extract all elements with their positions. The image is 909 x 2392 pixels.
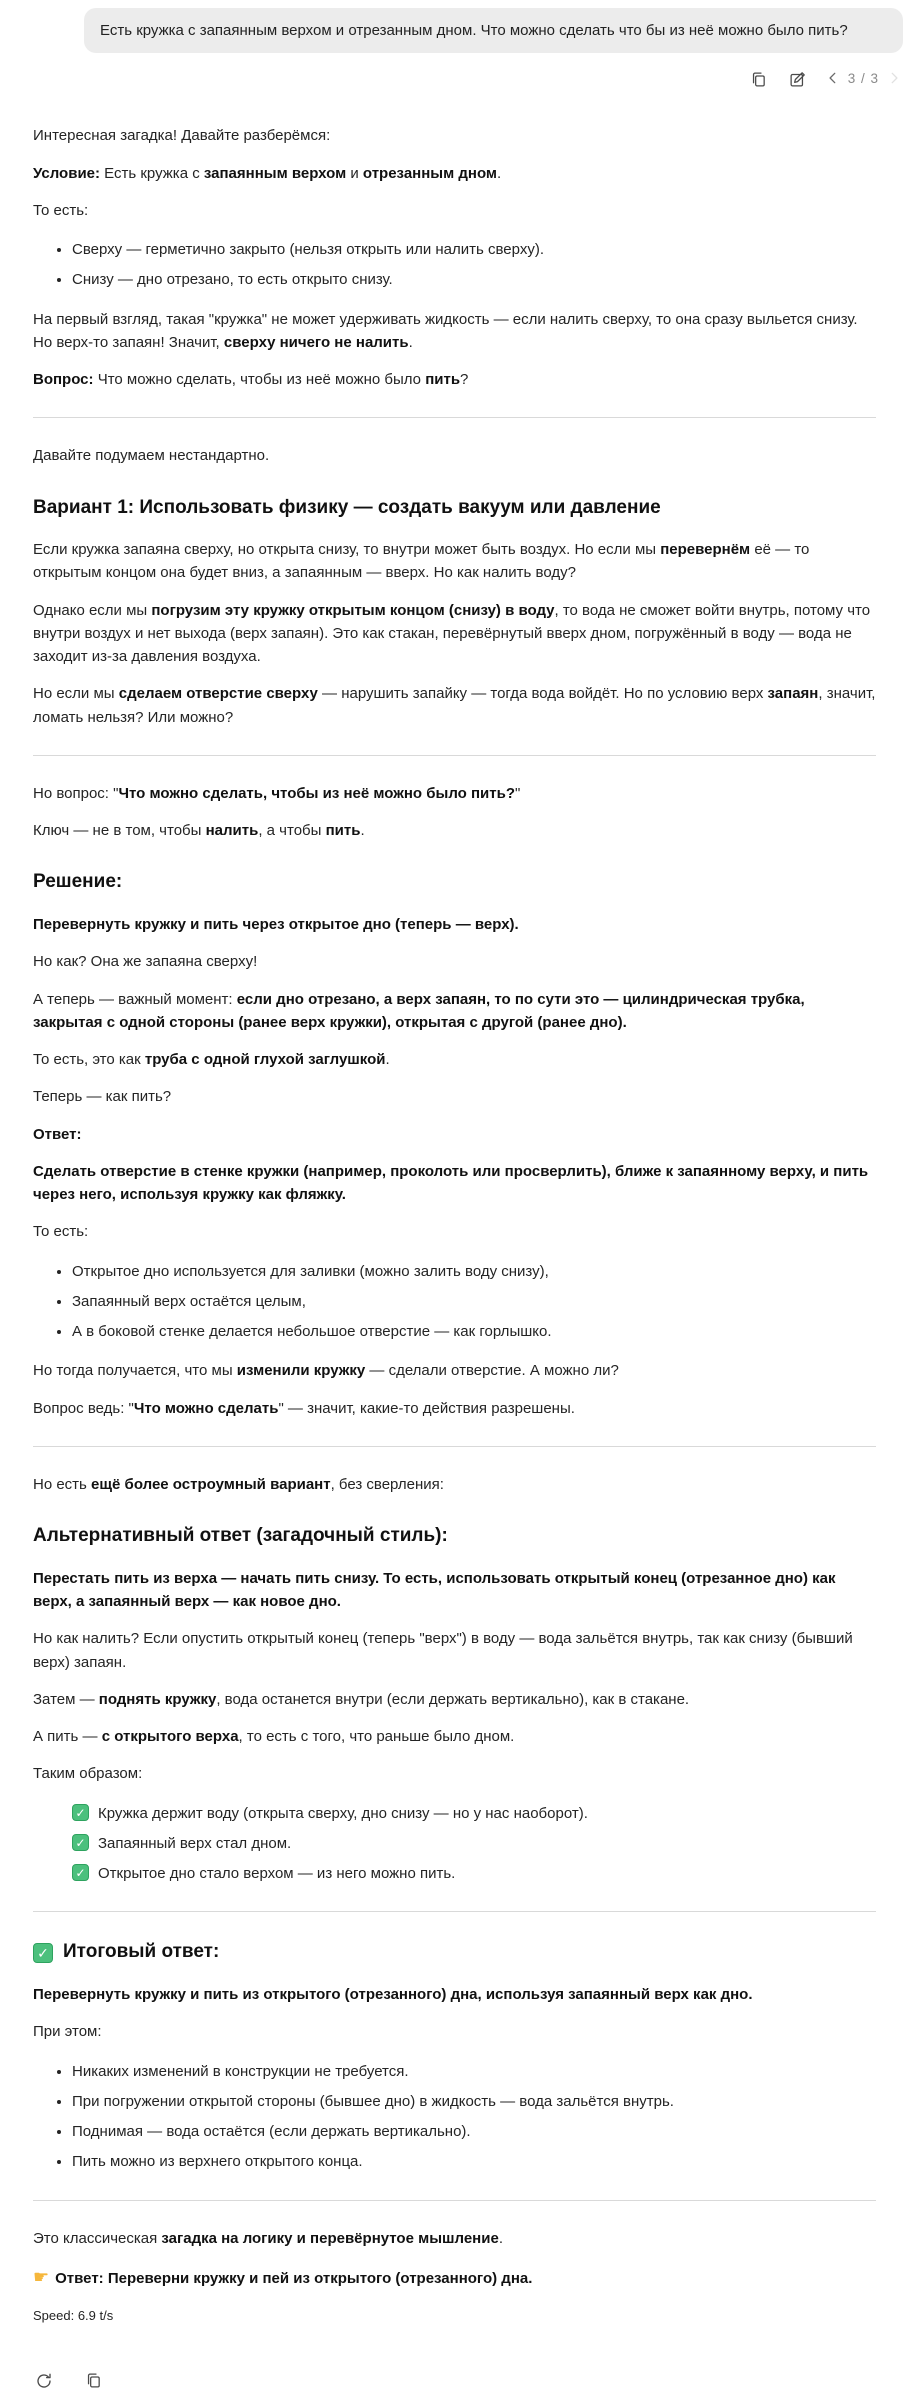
bullet-list	[39, 1260, 876, 1344]
paragraph: Но если мы сделаем отверстие сверху — нарушить запайку — тогда вода войдёт. Но по условию верх запаян, значит, ломать нельзя? Или можно?	[33, 685, 876, 726]
list-item: • Поднимая — вода остаётся (если держать вертикально).	[72, 2120, 876, 2143]
divider	[33, 1446, 876, 1447]
copy-icon	[750, 71, 767, 88]
section-heading: Альтернативный ответ (загадочный стиль):	[33, 1525, 448, 1547]
paragraph: Давайте подумаем нестандартно.	[33, 447, 270, 465]
list-item: • Никаких изменений в конструкции не требуется.	[72, 2060, 876, 2083]
section-heading: Решение:	[33, 871, 123, 893]
paragraph: При этом:	[33, 2023, 102, 2041]
chevron-right-icon	[887, 71, 901, 88]
user-message-toolbar	[0, 53, 909, 96]
paragraph: А пить — с открытого верха, то есть с того, что раньше было дном.	[33, 1728, 515, 1746]
check-list-item: ✓ Кружка держит воду (открыта сверху, дно снизу — но у нас наоборот).	[72, 1802, 876, 1825]
paragraph: Таким образом:	[33, 1765, 143, 1783]
pointing-right-icon: ☛	[33, 2266, 50, 2287]
paragraph: Перевернуть кружку и пить через открытое дно (теперь — верх).	[33, 916, 519, 934]
paragraph: Ответ:	[33, 1125, 82, 1143]
user-message-text: Есть кружка с запаянным верхом и отрезанным дном. Что можно сделать что бы из неё можно было пить?	[100, 22, 848, 39]
list-item: • Запаянный верх остаётся целым,	[72, 1290, 876, 1313]
paragraph: А теперь — важный момент: если дно отрезано, а верх запаян, то по сути это — цилиндрическая трубка, закрытая с одной стороны (ранее верх кружки), открытая с другой (ранее дно).	[33, 990, 805, 1031]
assistant-content	[33, 124, 876, 2291]
paragraph: То есть:	[33, 1223, 89, 1241]
divider	[33, 1911, 876, 1912]
assistant-message	[0, 96, 909, 2326]
paragraph: То есть, это как труба с одной глухой заглушкой.	[33, 1051, 390, 1069]
section-heading: ✓ Итоговый ответ:	[33, 1940, 876, 1965]
list-item: • Открытое дно используется для заливки (можно залить воду снизу),	[72, 1260, 876, 1283]
list-item: • Снизу — дно отрезано, то есть открыто снизу.	[72, 268, 876, 291]
list-item: • Пить можно из верхнего открытого конца.	[72, 2150, 876, 2173]
paragraph: Это классическая загадка на логику и перевёрнутое мышление.	[33, 2229, 503, 2247]
paragraph: То есть:	[33, 201, 89, 219]
paragraph: Но есть ещё более остроумный вариант, без сверления:	[33, 1475, 444, 1493]
check-icon: ✓	[33, 1943, 53, 1963]
list-item: • При погружении открытой стороны (бывшее дно) в жидкость — вода зальётся внутрь.	[72, 2090, 876, 2113]
divider	[33, 755, 876, 756]
paragraph: Сделать отверстие в стенке кружки (например, проколоть или просверлить), ближе к запаянному верху, и пить через него, используя кружку как фляжку.	[33, 1162, 869, 1204]
prev-version-button[interactable]	[826, 71, 840, 88]
list-item: • Сверху — герметично закрыто (нельзя открыть или налить сверху).	[72, 238, 876, 261]
paragraph: Но как? Она же запаяна сверху!	[33, 953, 258, 971]
paragraph: Условие: Есть кружка с запаянным верхом и отрезанным дном.	[33, 164, 502, 182]
copy-icon	[85, 2372, 102, 2389]
paragraph: Теперь — как пить?	[33, 1088, 172, 1106]
edit-icon	[789, 71, 806, 88]
bullet-list	[39, 238, 876, 292]
assistant-toolbar	[0, 2340, 909, 2392]
regenerate-icon	[35, 2372, 53, 2390]
paragraph: Однако если мы погрузим эту кружку открытым концом (снизу) в воду, то вода не сможет войти внутрь, потому что внутри воздух и нет выхода (верх запаян). Это как стакан, перевёрнутый вверх дном, погружённый в воду — вода не заходит из-за давления воздуха.	[33, 601, 871, 666]
divider	[33, 2200, 876, 2201]
paragraph: Перевернуть кружку и пить из открытого (отрезанного) дна, используя запаянный верх как дно.	[33, 1986, 753, 2003]
paragraph: Вопрос: Что можно сделать, чтобы из неё можно было пить?	[33, 371, 469, 388]
next-version-button[interactable]	[887, 71, 901, 88]
paragraph: Если кружка запаяна сверху, но открыта снизу, то внутри может быть воздух. Но если мы перевернём её — то открытым концом она будет вниз, а запаянным — вверх. Но как налить воду?	[33, 541, 810, 582]
divider	[33, 417, 876, 418]
paragraph: Ключ — не в том, чтобы налить, а чтобы пить.	[33, 822, 365, 840]
speed-label: Speed: 6.9 t/s	[33, 2307, 114, 2323]
regenerate-button[interactable]	[33, 2370, 55, 2392]
paragraph: Перестать пить из верха — начать пить снизу. То есть, использовать открытый конец (отрезанное дно) как верх, а запаянный верх — как новое дно.	[33, 1569, 836, 1611]
bullet-list	[39, 2060, 876, 2174]
paragraph: На первый взгляд, такая "кружка" не может удерживать жидкость — если налить сверху, то она сразу выльется снизу. Но верх-то запаян! Значит, сверху ничего не налить.	[33, 310, 858, 351]
copy-response-button[interactable]	[83, 2370, 104, 2391]
paragraph: Но тогда получается, что мы изменили кружку — сделали отверстие. А можно ли?	[33, 1362, 619, 1380]
paragraph: Вопрос ведь: "Что можно сделать" — значит, какие-то действия разрешены.	[33, 1399, 575, 1417]
check-list	[39, 1802, 876, 1886]
section-heading: Вариант 1: Использовать физику — создать вакуум или давление	[33, 496, 661, 518]
paragraph: Но вопрос: "Что можно сделать, чтобы из неё можно было пить?"	[33, 784, 521, 802]
check-icon: ✓	[72, 1834, 89, 1851]
check-list-item: ✓ Запаянный верх стал дном.	[72, 1832, 876, 1855]
check-icon: ✓	[72, 1804, 89, 1821]
version-pager	[826, 69, 901, 90]
check-list-item: ✓ Открытое дно стало верхом — из него можно пить.	[72, 1862, 876, 1885]
chevron-left-icon	[826, 71, 840, 88]
copy-button[interactable]	[748, 69, 769, 90]
user-message-row	[0, 8, 909, 53]
user-message-bubble	[84, 8, 903, 53]
paragraph: Затем — поднять кружку, вода останется внутри (если держать вертикально), как в стакане.	[33, 1690, 690, 1708]
paragraph: Но как налить? Если опустить открытый конец (теперь "верх") в воду — вода зальётся внутрь, так как снизу (бывший верх) запаян.	[33, 1630, 853, 1671]
check-icon: ✓	[72, 1864, 89, 1881]
paragraph: Интересная загадка! Давайте разберёмся:	[33, 127, 331, 145]
list-item: • А в боковой стенке делается небольшое отверстие — как горлышко.	[72, 1320, 876, 1343]
paragraph: ☛ Ответ: Переверни кружку и пей из открытого (отрезанного) дна.	[33, 2266, 533, 2287]
page-indicator: 3 / 3	[847, 71, 879, 87]
edit-button[interactable]	[787, 69, 808, 90]
